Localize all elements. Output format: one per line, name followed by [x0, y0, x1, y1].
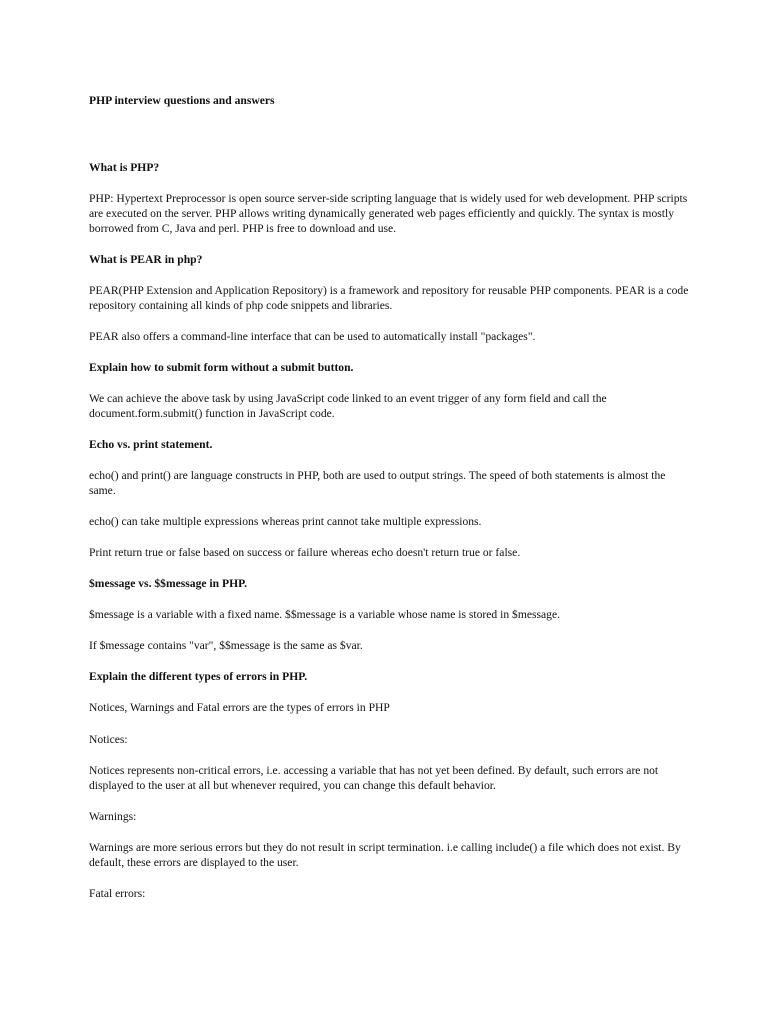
- document-body: [89, 93, 689, 917]
- section-heading: Explain how to submit form without a submit button.: [89, 361, 354, 374]
- paragraph: Fatal errors:: [89, 887, 146, 900]
- section-heading: Explain the different types of errors in PHP.: [89, 670, 308, 683]
- section-heading: $message vs. $$message in PHP.: [89, 577, 248, 590]
- paragraph: echo() can take multiple expressions whereas print cannot take multiple expressions.: [89, 515, 482, 528]
- paragraph: Notices, Warnings and Fatal errors are the types of errors in PHP: [89, 701, 390, 714]
- paragraph: Notices represents non-critical errors, i.e. accessing a variable that has not yet been defined. By default, such errors are not displayed to the user at all but whenever required, you can change this default behavior.: [89, 764, 659, 792]
- section-heading: What is PEAR in php?: [89, 253, 203, 266]
- document-title: PHP interview questions and answers: [89, 94, 275, 107]
- paragraph: echo() and print() are language constructs in PHP, both are used to output strings. The speed of both statements is almost the same.: [89, 469, 666, 497]
- paragraph: PEAR also offers a command-line interface that can be used to automatically install "packages".: [89, 330, 536, 343]
- paragraph: We can achieve the above task by using JavaScript code linked to an event trigger of any form field and call the document.form.submit() function in JavaScript code.: [89, 392, 607, 420]
- paragraph: Warnings are more serious errors but they do not result in script termination. i.e calling include() a file which does not exist. By default, these errors are displayed to the user.: [89, 841, 681, 869]
- paragraph: Warnings:: [89, 810, 137, 823]
- paragraph: If $message contains "var", $$message is the same as $var.: [89, 639, 363, 652]
- paragraph: Print return true or false based on success or failure whereas echo doesn't return true or false.: [89, 546, 521, 559]
- paragraph: PEAR(PHP Extension and Application Repository) is a framework and repository for reusable PHP components. PEAR is a code repository containing all kinds of php code snippets and libraries.: [89, 284, 689, 312]
- paragraph: PHP: Hypertext Preprocessor is open source server-side scripting language that is widely used for web development. PHP scripts are executed on the server. PHP allows writing dynamically generated web pages efficiently and quickly. The syntax is mostly borrowed from C, Java and perl. PHP is free to download and use.: [89, 192, 688, 235]
- section-heading: What is PHP?: [89, 161, 160, 174]
- section-heading: Echo vs. print statement.: [89, 438, 213, 451]
- paragraph: $message is a variable with a fixed name. $$message is a variable whose name is stored in $message.: [89, 608, 561, 621]
- paragraph: Notices:: [89, 733, 128, 746]
